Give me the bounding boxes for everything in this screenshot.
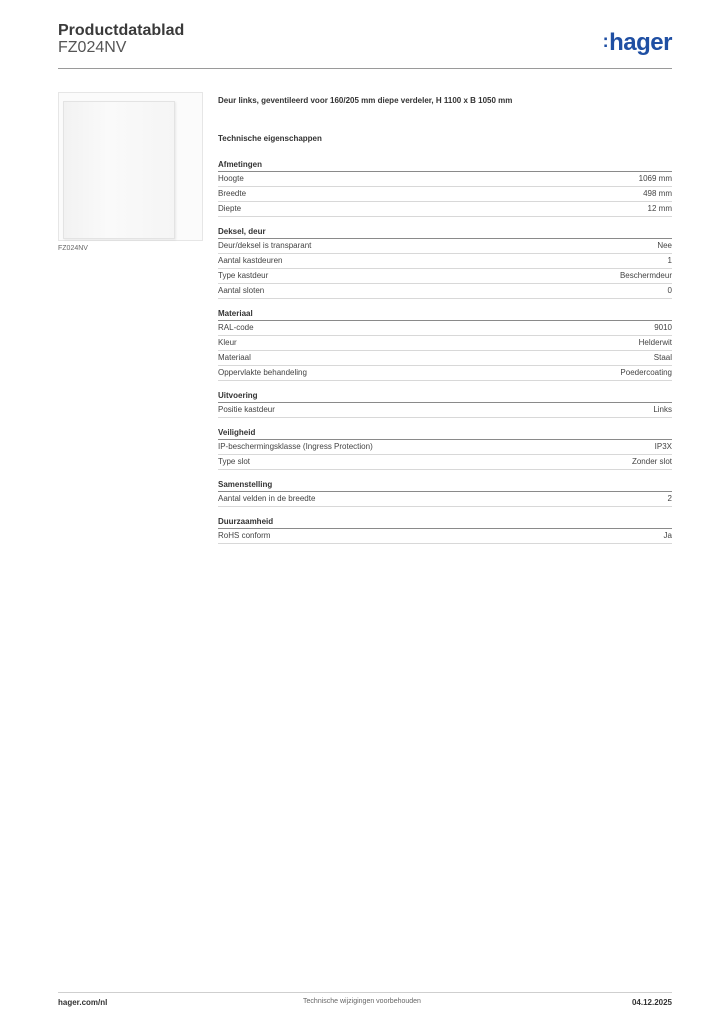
spec-row — [218, 366, 672, 381]
spec-row — [218, 202, 672, 217]
spec-value: Nee — [657, 241, 672, 250]
spec-row — [218, 403, 672, 418]
spec-value: 0 — [667, 286, 672, 295]
spec-label: Aantal sloten — [218, 286, 265, 295]
spec-label: RoHS conform — [218, 531, 271, 540]
spec-row — [218, 440, 672, 455]
spec-value: 1 — [667, 256, 672, 265]
spec-label: Type kastdeur — [218, 271, 269, 280]
section-title: Uitvoering — [218, 390, 672, 403]
section-title: Samenstelling — [218, 479, 672, 492]
footer-date: 04.12.2025 — [631, 998, 672, 1007]
logo-dot: : — [602, 31, 609, 51]
spec-row — [218, 284, 672, 299]
spec-row — [218, 269, 672, 284]
section-title: Afmetingen — [218, 159, 672, 172]
spec-label: Oppervlakte behandeling — [218, 368, 307, 377]
technical-properties-title: Technische eigenschappen — [218, 134, 322, 143]
spec-section — [218, 427, 672, 470]
spec-row — [218, 172, 672, 187]
spec-label: Aantal velden in de breedte — [218, 494, 316, 503]
spec-label: Positie kastdeur — [218, 405, 275, 414]
spec-value: Helderwit — [638, 338, 672, 347]
spec-value: Zonder slot — [631, 457, 672, 466]
spec-section — [218, 308, 672, 381]
product-description: Deur links, geventileerd voor 160/205 mm diepe verdeler, H 1100 x B 1050 mm — [218, 96, 513, 105]
spec-label: IP-beschermingsklasse (Ingress Protection) — [218, 442, 373, 451]
spec-value: Beschermdeur — [619, 271, 672, 280]
footer-website-link[interactable]: hager.com/nl — [58, 998, 108, 1007]
footer-divider — [58, 992, 672, 993]
section-title: Deksel, deur — [218, 226, 672, 239]
spec-section — [218, 479, 672, 507]
product-code: FZ024NV — [58, 39, 127, 56]
spec-row — [218, 254, 672, 269]
spec-row — [218, 492, 672, 507]
header-title: Productdatablad — [58, 22, 185, 39]
spec-section — [218, 159, 672, 217]
spec-row — [218, 336, 672, 351]
spec-label: Aantal kastdeuren — [218, 256, 283, 265]
spec-value: Staal — [653, 353, 672, 362]
header-divider — [58, 68, 672, 69]
spec-row — [218, 187, 672, 202]
spec-label: Hoogte — [218, 174, 244, 183]
spec-label: Type slot — [218, 457, 251, 466]
spec-value: 2 — [667, 494, 672, 503]
spec-value: 12 mm — [647, 204, 672, 213]
image-caption: FZ024NV — [58, 245, 88, 252]
logo-text: hager — [609, 29, 672, 56]
section-title: Veiligheid — [218, 427, 672, 440]
product-image — [58, 92, 203, 241]
spec-value: Links — [653, 405, 672, 414]
spec-value: IP3X — [654, 442, 672, 451]
spec-row — [218, 455, 672, 470]
spec-value: Poedercoating — [620, 368, 672, 377]
spec-section — [218, 226, 672, 299]
section-title: Duurzaamheid — [218, 516, 672, 529]
spec-value: Ja — [663, 531, 672, 540]
footer-disclaimer: Technische wijzigingen voorbehouden — [303, 998, 421, 1005]
spec-label: Kleur — [218, 338, 237, 347]
spec-label: Deur/deksel is transparant — [218, 241, 312, 250]
spec-row — [218, 239, 672, 254]
hager-logo[interactable] — [603, 29, 672, 57]
spec-value: 1069 mm — [638, 174, 672, 183]
content — [218, 96, 672, 553]
section-title: Materiaal — [218, 308, 672, 321]
spec-value: 9010 — [654, 323, 672, 332]
spec-section — [218, 516, 672, 544]
sections — [218, 159, 672, 544]
spec-section — [218, 390, 672, 418]
spec-label: RAL-code — [218, 323, 254, 332]
spec-label: Materiaal — [218, 353, 251, 362]
spec-value: 498 mm — [643, 189, 672, 198]
spec-row — [218, 351, 672, 366]
spec-label: Breedte — [218, 189, 247, 198]
spec-row — [218, 529, 672, 544]
spec-label: Diepte — [218, 204, 242, 213]
door-illustration — [63, 101, 175, 239]
spec-row — [218, 321, 672, 336]
